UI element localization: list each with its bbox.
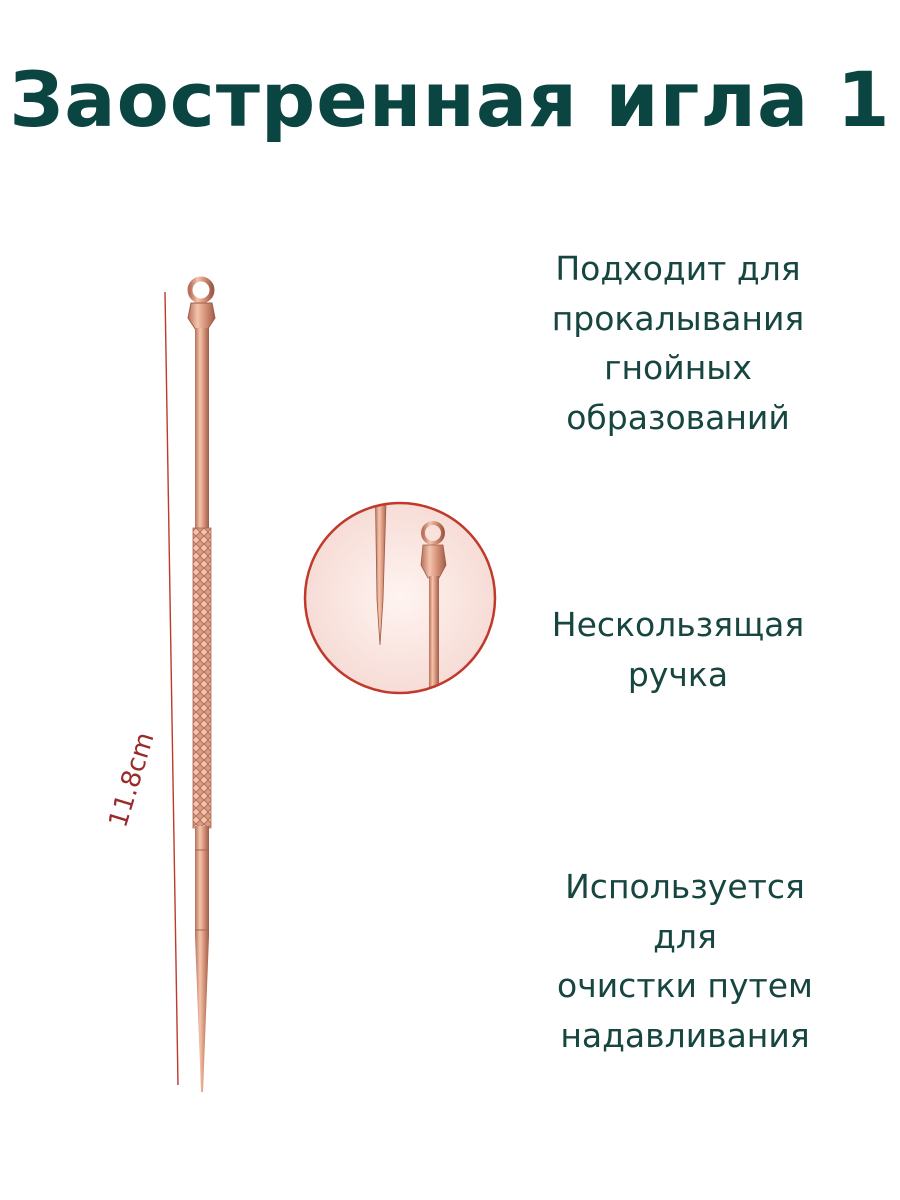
feature-grip — [528, 600, 828, 699]
feature-line: Нескользящая — [551, 605, 805, 644]
feature-line: образований — [566, 397, 790, 437]
feature-cleaning — [535, 862, 835, 1060]
feature-line: очистки путем — [557, 966, 813, 1005]
feature-line: для — [653, 916, 717, 956]
feature-piercing — [528, 244, 828, 442]
feature-line: ручка — [627, 654, 729, 694]
feature-line: гнойных — [604, 348, 752, 387]
feature-line: надавливания — [560, 1015, 810, 1055]
needle-tool-icon — [188, 279, 215, 1092]
dimension-label: 11.8cm — [103, 728, 161, 832]
magnified-detail-icon — [305, 470, 495, 706]
feature-line: Используется — [565, 867, 805, 906]
page-title: Заостренная игла 1 — [9, 55, 891, 144]
feature-line: Подходит для — [555, 249, 801, 288]
feature-line: прокалывания — [551, 298, 805, 338]
dimension-line — [165, 292, 178, 1085]
